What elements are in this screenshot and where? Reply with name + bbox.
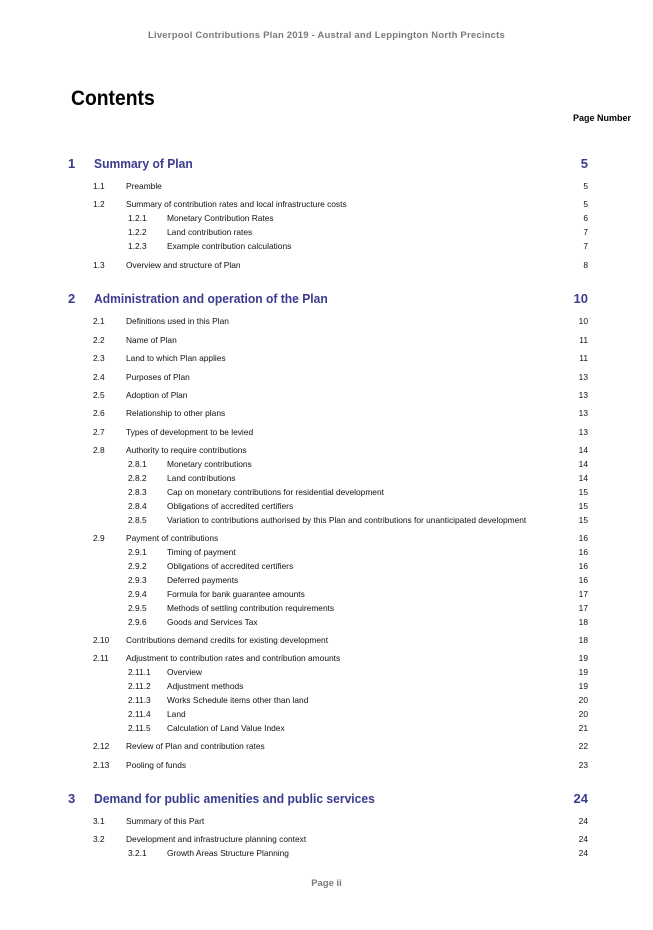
toc-page-number: 10 xyxy=(573,291,588,306)
toc-entry[interactable] xyxy=(93,315,588,327)
toc-page-number: 24 xyxy=(578,848,588,858)
toc-label: Payment of contributions xyxy=(126,533,219,543)
toc-entry[interactable] xyxy=(93,352,588,364)
toc-label: Cap on monetary contributions for residential development xyxy=(167,487,384,497)
toc-number: 2.11.2 xyxy=(128,681,151,691)
toc-page-number: 13 xyxy=(578,372,588,382)
toc-number: 2.9.5 xyxy=(128,603,147,613)
toc-page-number: 6 xyxy=(583,213,588,223)
toc-page-number: 14 xyxy=(578,459,588,469)
toc-label: Summary of contribution rates and local infrastructure costs xyxy=(126,199,347,209)
toc-number: 2.8.3 xyxy=(128,487,147,497)
toc-number: 2.3 xyxy=(93,353,105,363)
toc-page-number: 14 xyxy=(578,473,588,483)
toc-label: Purposes of Plan xyxy=(126,372,190,382)
toc-page-number: 24 xyxy=(573,791,588,806)
toc-label: Obligations of accredited certifiers xyxy=(167,501,294,511)
toc-number: 2 xyxy=(68,291,76,306)
toc-page-number: 18 xyxy=(578,617,588,627)
toc-number: 1.2.1 xyxy=(128,213,147,223)
toc-entry[interactable] xyxy=(128,847,588,859)
toc-page-number: 11 xyxy=(579,353,588,363)
toc-number: 2.6 xyxy=(93,408,105,418)
toc-page-number: 17 xyxy=(578,589,588,599)
toc-page-number: 24 xyxy=(578,834,588,844)
toc-entry[interactable] xyxy=(128,226,588,238)
toc-label: Growth Areas Structure Planning xyxy=(167,848,289,858)
toc-number: 2.12 xyxy=(93,741,110,751)
toc-page-number: 24 xyxy=(578,816,588,826)
toc-number: 2.2 xyxy=(93,335,105,345)
toc-number: 2.9.4 xyxy=(128,589,147,599)
toc-page-number: 17 xyxy=(578,603,588,613)
toc-entry[interactable] xyxy=(93,652,588,664)
toc-label: Summary of this Part xyxy=(126,816,205,826)
toc-entry[interactable] xyxy=(128,616,588,628)
toc-label: Adjustment methods xyxy=(167,681,244,691)
toc-entry[interactable] xyxy=(128,602,588,614)
toc-entry[interactable] xyxy=(93,371,588,383)
toc-entry[interactable] xyxy=(128,588,588,600)
toc-entry[interactable] xyxy=(128,546,588,558)
page-title: Contents xyxy=(71,87,155,110)
toc-label: Administration and operation of the Plan xyxy=(94,291,328,306)
toc-number: 2.8.5 xyxy=(128,515,147,525)
toc-page-number: 5 xyxy=(583,199,588,209)
toc-page-number: 8 xyxy=(583,260,588,270)
toc-page-number: 22 xyxy=(578,741,588,751)
toc-number: 3 xyxy=(68,791,76,806)
toc-number: 2.9.6 xyxy=(128,617,147,627)
toc-entry[interactable] xyxy=(128,560,588,572)
toc-entry[interactable] xyxy=(93,198,588,210)
toc-page-number: 7 xyxy=(583,241,588,251)
page-footer: Page ii xyxy=(311,878,342,889)
toc-number: 2.9 xyxy=(93,533,105,543)
toc-entry[interactable] xyxy=(128,486,588,498)
toc-label: Land contributions xyxy=(167,473,236,483)
toc-label: Demand for public amenities and public services xyxy=(94,791,375,806)
toc-page-number: 5 xyxy=(583,181,588,191)
toc-number: 2.8.4 xyxy=(128,501,147,511)
toc-number: 3.2 xyxy=(93,834,105,844)
toc-number: 1 xyxy=(68,156,76,171)
toc-label: Relationship to other plans xyxy=(126,408,226,418)
toc-number: 2.8 xyxy=(93,445,105,455)
toc-page-number: 23 xyxy=(578,760,588,770)
toc-label: Authority to require contributions xyxy=(126,445,247,455)
toc-page-number: 16 xyxy=(578,575,588,585)
toc-entry[interactable] xyxy=(128,680,588,692)
toc-number: 2.4 xyxy=(93,372,105,382)
toc-entry[interactable] xyxy=(93,740,588,752)
toc-page-number: 21 xyxy=(578,723,588,733)
toc-label: Formula for bank guarantee amounts xyxy=(167,589,305,599)
toc-entry[interactable] xyxy=(128,666,588,678)
toc-page-number: 16 xyxy=(578,561,588,571)
toc-label: Variation to contributions authorised by this Plan and contributions for unanticipated development xyxy=(167,515,527,525)
toc-number: 2.9.3 xyxy=(128,575,147,585)
page-number-column-label: Page Number xyxy=(572,113,631,123)
toc-number: 2.11 xyxy=(93,653,109,663)
toc-label: Summary of Plan xyxy=(94,156,193,171)
toc-entry[interactable] xyxy=(93,444,588,456)
toc-entry[interactable] xyxy=(93,407,588,419)
toc-number: 1.2.2 xyxy=(128,227,147,237)
toc-entry[interactable] xyxy=(128,472,588,484)
toc-entry[interactable] xyxy=(128,574,588,586)
toc-entry[interactable] xyxy=(128,694,588,706)
toc-page-number: 20 xyxy=(578,695,588,705)
toc-number: 2.8.2 xyxy=(128,473,147,483)
toc-number: 2.11.3 xyxy=(128,695,151,705)
toc-entry[interactable] xyxy=(128,458,588,470)
toc-page-number: 19 xyxy=(578,667,588,677)
toc-entry[interactable] xyxy=(128,514,588,526)
toc-number: 1.1 xyxy=(93,181,105,191)
toc-entry[interactable] xyxy=(93,180,588,192)
toc-page-number: 14 xyxy=(578,445,588,455)
toc-number: 1.2.3 xyxy=(128,241,147,251)
toc-number: 3.2.1 xyxy=(128,848,147,858)
toc-label: Adjustment to contribution rates and contribution amounts xyxy=(126,653,341,663)
toc-entry[interactable] xyxy=(128,722,588,734)
toc-label: Monetary contributions xyxy=(167,459,252,469)
toc-page-number: 16 xyxy=(578,547,588,557)
toc-entry[interactable] xyxy=(93,634,588,646)
toc-label: Development and infrastructure planning context xyxy=(126,834,307,844)
toc-number: 2.9.1 xyxy=(128,547,147,557)
toc-number: 2.11.4 xyxy=(128,709,151,719)
toc-entry[interactable] xyxy=(128,212,588,224)
toc-label: Review of Plan and contribution rates xyxy=(126,741,265,751)
toc-label: Name of Plan xyxy=(126,335,177,345)
toc-page-number: 13 xyxy=(578,427,588,437)
toc-label: Overview and structure of Plan xyxy=(126,260,241,270)
toc-label: Land to which Plan applies xyxy=(126,353,226,363)
toc-label: Contributions demand credits for existing development xyxy=(126,635,329,645)
toc-section[interactable] xyxy=(68,290,588,308)
toc-section[interactable] xyxy=(68,155,588,173)
toc-label: Methods of settling contribution requirements xyxy=(167,603,335,613)
toc-label: Types of development to be levied xyxy=(126,427,254,437)
toc-label: Land contribution rates xyxy=(167,227,253,237)
toc-entry[interactable] xyxy=(93,259,588,271)
toc-label: Land xyxy=(167,709,186,719)
toc-number: 2.8.1 xyxy=(128,459,147,469)
toc-label: Deferred payments xyxy=(167,575,239,585)
toc-number: 2.9.2 xyxy=(128,561,147,571)
toc-number: 1.2 xyxy=(93,199,105,209)
toc-label: Monetary Contribution Rates xyxy=(167,213,274,223)
toc-label: Definitions used in this Plan xyxy=(126,316,229,326)
toc-entry[interactable] xyxy=(93,815,588,827)
toc-number: 2.1 xyxy=(93,316,105,326)
toc-page-number: 7 xyxy=(583,227,588,237)
toc-page-number: 11 xyxy=(579,335,588,345)
toc-page-number: 16 xyxy=(578,533,588,543)
toc-entry[interactable] xyxy=(128,500,588,512)
toc-label: Calculation of Land Value Index xyxy=(167,723,285,733)
toc-number: 2.10 xyxy=(93,635,110,645)
toc-label: Works Schedule items other than land xyxy=(167,695,309,705)
toc-page-number: 13 xyxy=(578,408,588,418)
toc-entry[interactable] xyxy=(93,334,588,346)
toc-page-number: 15 xyxy=(578,501,588,511)
toc-entry[interactable] xyxy=(93,759,588,771)
toc-page-number: 15 xyxy=(578,515,588,525)
toc-page-number: 5 xyxy=(580,156,588,171)
toc-entry[interactable] xyxy=(93,532,588,544)
toc-number: 1.3 xyxy=(93,260,105,270)
toc-page-number: 19 xyxy=(578,653,588,663)
toc-page-number: 13 xyxy=(578,390,588,400)
toc-section[interactable] xyxy=(68,790,588,808)
toc-entry[interactable] xyxy=(93,833,588,845)
toc-page-number: 20 xyxy=(578,709,588,719)
toc-label: Timing of payment xyxy=(167,547,236,557)
toc-entry[interactable] xyxy=(93,389,588,401)
toc-entry[interactable] xyxy=(128,708,588,720)
toc-number: 2.7 xyxy=(93,427,105,437)
toc-label: Adoption of Plan xyxy=(126,390,188,400)
toc-label: Goods and Services Tax xyxy=(167,617,258,627)
toc-page-number: 10 xyxy=(578,316,588,326)
toc-label: Preamble xyxy=(126,181,162,191)
toc-label: Pooling of funds xyxy=(126,760,187,770)
toc-label: Example contribution calculations xyxy=(167,241,292,251)
toc-number: 2.13 xyxy=(93,760,110,770)
toc-label: Obligations of accredited certifiers xyxy=(167,561,294,571)
toc-entry[interactable] xyxy=(128,240,588,252)
toc-page-number: 15 xyxy=(578,487,588,497)
toc-number: 2.5 xyxy=(93,390,105,400)
toc-number: 2.11.1 xyxy=(128,667,151,677)
running-header: Liverpool Contributions Plan 2019 - Austral and Leppington North Precincts xyxy=(147,30,505,41)
toc-number: 3.1 xyxy=(93,816,105,826)
toc-label: Overview xyxy=(167,667,202,677)
toc-entry[interactable] xyxy=(93,426,588,438)
toc-page-number: 18 xyxy=(578,635,588,645)
toc-number: 2.11.5 xyxy=(128,723,151,733)
toc-page-number: 19 xyxy=(578,681,588,691)
